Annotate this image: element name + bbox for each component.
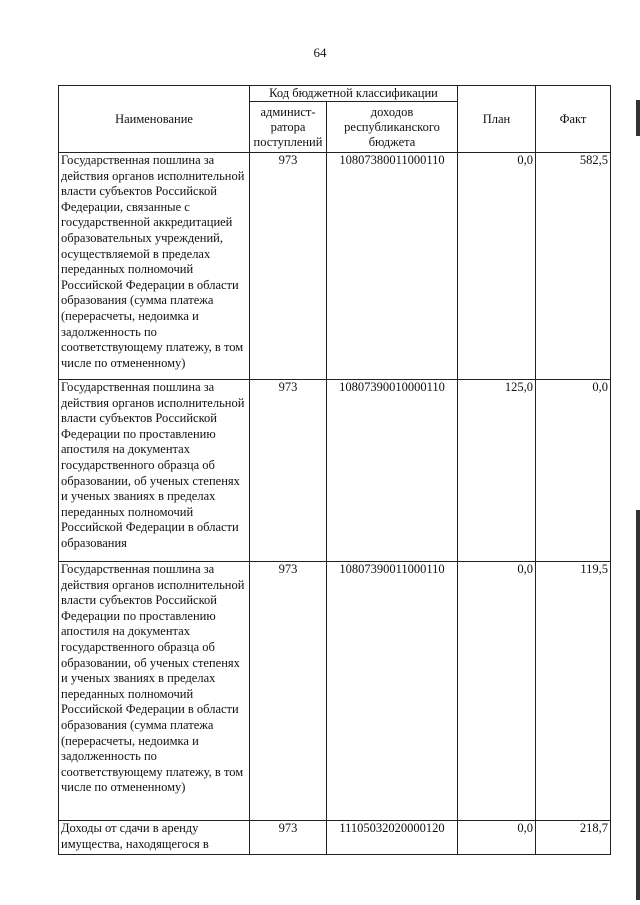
scan-edge-mark-bottom xyxy=(636,510,640,900)
row-fact: 119,5 xyxy=(536,562,611,821)
row-plan: 0,0 xyxy=(458,821,536,855)
row-name: Государственная пошлина за действия органов исполнительной власти субъектов Российской Федерации по проставлению апостиля на документах государственного образца об образовании, об ученых степенях и ученых званиях в пределах переданных полномочий Российской Федерации в области образования xyxy=(59,380,250,562)
row-admin-code: 973 xyxy=(250,380,327,562)
table-row xyxy=(59,821,611,855)
row-fact: 582,5 xyxy=(536,153,611,380)
table-row xyxy=(59,380,611,562)
budget-income-table xyxy=(58,85,611,855)
row-income-code: 10807380011000110 xyxy=(327,153,458,380)
row-name: Государственная пошлина за действия органов исполнительной власти субъектов Российской Федерации по проставлению апостиля на документах государственного образца об образовании, об ученых степенях и ученых званиях в пределах переданных полномочий Российской Федерации в области образования (сумма платежа (перерасчеты, недоимка и задолженность по соответствующему платежу, в том числе по отмененному) xyxy=(59,562,250,821)
row-fact: 218,7 xyxy=(536,821,611,855)
table-row xyxy=(59,562,611,821)
table-row xyxy=(59,153,611,380)
row-plan: 0,0 xyxy=(458,153,536,380)
row-admin-code: 973 xyxy=(250,821,327,855)
row-plan: 125,0 xyxy=(458,380,536,562)
row-income-code: 11105032020000120 xyxy=(327,821,458,855)
scan-edge-mark-top xyxy=(636,100,640,136)
header-name: Наименование xyxy=(59,86,250,153)
header-republican-budget-income: доходов республиканского бюджета xyxy=(327,102,458,153)
header-budget-classification-code: Код бюджетной классификации xyxy=(250,86,458,102)
row-income-code: 10807390011000110 xyxy=(327,562,458,821)
row-admin-code: 973 xyxy=(250,153,327,380)
header-plan: План xyxy=(458,86,536,153)
row-name: Доходы от сдачи в аренду имущества, находящегося в xyxy=(59,821,250,855)
row-plan: 0,0 xyxy=(458,562,536,821)
page-number: 64 xyxy=(313,45,327,60)
header-administrator: админист- ратора поступлений xyxy=(250,102,327,153)
row-name: Государственная пошлина за действия органов исполнительной власти субъектов Российской Федерации, связанные с государственной аккредитацией образовательных учреждений, осуществляемой в пределах переданных полномочий Российской Федерации в области образования (сумма платежа (перерасчеты, недоимка и задолженность по соответствующему платежу, в том числе по отмененному) xyxy=(59,153,250,380)
row-fact: 0,0 xyxy=(536,380,611,562)
header-fact: Факт xyxy=(536,86,611,153)
row-admin-code: 973 xyxy=(250,562,327,821)
row-income-code: 10807390010000110 xyxy=(327,380,458,562)
